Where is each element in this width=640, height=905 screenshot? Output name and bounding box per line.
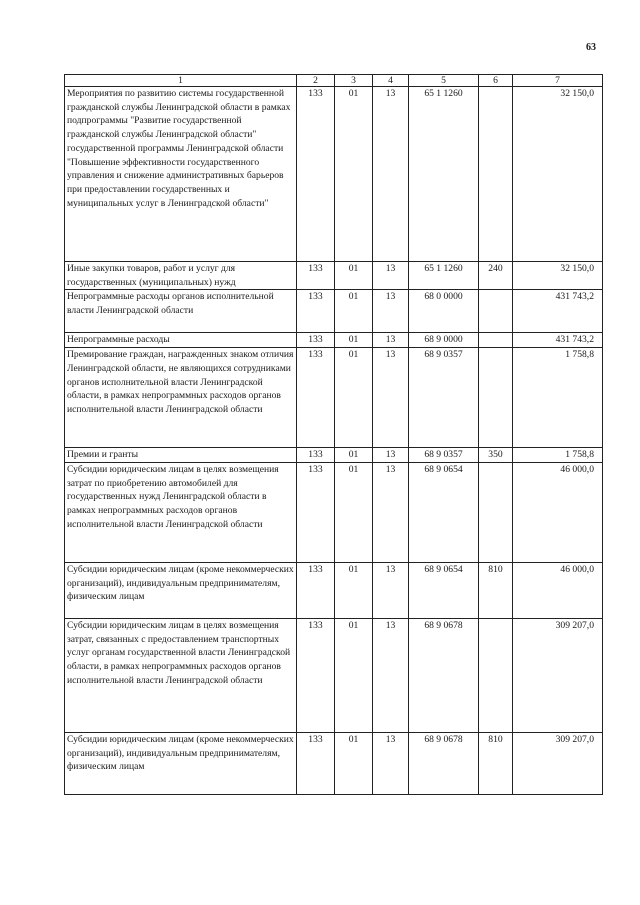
table-row [65,262,603,290]
cell-code: 133 [297,562,335,618]
cell-target-article: 68 9 0654 [409,562,479,618]
cell-amount: 1 758,8 [513,448,603,463]
cell-amount: 1 758,8 [513,348,603,448]
row-name: Премирование граждан, награжденных знаком отличия Ленинградской области, не являющихся сотрудниками органов исполнительной власти Ленинградской области, в рамках непрограммных расходов органов исполнительной власти Ленинградской области [65,348,297,448]
row-name: Субсидии юридическим лицам (кроме некоммерческих организаций), индивидуальным предпринимателям, физическим лицам [65,732,297,794]
cell-amount: 309 207,0 [513,732,603,794]
table-row [65,333,603,348]
cell-amount: 309 207,0 [513,618,603,732]
cell-section: 01 [335,462,373,562]
cell-target-article: 68 9 0357 [409,348,479,448]
cell-code: 133 [297,618,335,732]
cell-target-article: 68 9 0678 [409,618,479,732]
cell-expense-type [479,87,513,262]
table-row [65,290,603,333]
row-name: Непрограммные расходы органов исполнительной власти Ленинградской области [65,290,297,333]
row-name: Непрограммные расходы [65,333,297,348]
budget-table [64,74,603,795]
cell-code: 133 [297,262,335,290]
cell-expense-type [479,290,513,333]
row-name: Премии и гранты [65,448,297,463]
cell-subsection: 13 [373,87,409,262]
cell-expense-type: 810 [479,732,513,794]
cell-section: 01 [335,262,373,290]
row-name: Субсидии юридическим лицам в целях возмещения затрат по приобретению автомобилей для государственных нужд Ленинградской области в рамках непрограммных расходов органов исполнительной власти Ленинградской области [65,462,297,562]
column-header: 4 [373,75,409,87]
column-header: 3 [335,75,373,87]
cell-amount: 431 743,2 [513,290,603,333]
cell-amount: 431 743,2 [513,333,603,348]
column-header: 1 [65,75,297,87]
cell-subsection: 13 [373,462,409,562]
cell-expense-type: 810 [479,562,513,618]
cell-section: 01 [335,448,373,463]
column-header: 5 [409,75,479,87]
cell-subsection: 13 [373,618,409,732]
table-row [65,87,603,262]
cell-target-article: 65 1 1260 [409,262,479,290]
cell-expense-type [479,462,513,562]
cell-target-article: 68 9 0654 [409,462,479,562]
table-header-row [65,75,603,87]
cell-subsection: 13 [373,348,409,448]
table-row [65,462,603,562]
cell-target-article: 68 9 0678 [409,732,479,794]
row-name: Иные закупки товаров, работ и услуг для государственных (муниципальных) нужд [65,262,297,290]
cell-subsection: 13 [373,562,409,618]
cell-section: 01 [335,333,373,348]
cell-code: 133 [297,462,335,562]
table-row [65,732,603,794]
cell-code: 133 [297,348,335,448]
cell-target-article: 68 0 0000 [409,290,479,333]
cell-section: 01 [335,87,373,262]
cell-subsection: 13 [373,262,409,290]
cell-code: 133 [297,290,335,333]
cell-expense-type: 240 [479,262,513,290]
cell-expense-type: 350 [479,448,513,463]
page-number: 63 [586,42,596,53]
cell-section: 01 [335,618,373,732]
cell-section: 01 [335,348,373,448]
cell-expense-type [479,618,513,732]
cell-target-article: 65 1 1260 [409,87,479,262]
cell-subsection: 13 [373,732,409,794]
row-name: Субсидии юридическим лицам (кроме некоммерческих организаций), индивидуальным предпринимателям, физическим лицам [65,562,297,618]
table-row [65,618,603,732]
cell-section: 01 [335,732,373,794]
cell-code: 133 [297,333,335,348]
cell-amount: 46 000,0 [513,562,603,618]
cell-target-article: 68 9 0000 [409,333,479,348]
table-row [65,562,603,618]
table-row [65,348,603,448]
cell-code: 133 [297,87,335,262]
row-name: Мероприятия по развитию системы государственной гражданской службы Ленинградской области в рамках подпрограммы "Развитие государственной гражданской службы Ленинградской области" государственной программы Ленинградской области "Повышение эффективности государственного управления и снижение административных барьеров при предоставлении государственных и муниципальных услуг в Ленинградской области" [65,87,297,262]
cell-target-article: 68 9 0357 [409,448,479,463]
column-header: 7 [513,75,603,87]
column-header: 2 [297,75,335,87]
cell-amount: 46 000,0 [513,462,603,562]
cell-expense-type [479,333,513,348]
table-row [65,448,603,463]
cell-code: 133 [297,732,335,794]
cell-subsection: 13 [373,333,409,348]
cell-subsection: 13 [373,290,409,333]
cell-section: 01 [335,290,373,333]
row-name: Субсидии юридическим лицам в целях возмещения затрат, связанных с предоставлением транспортных услуг органам государственной власти Ленинградской области, в рамках непрограммных расходов органов исполнительной власти Ленинградской области [65,618,297,732]
cell-amount: 32 150,0 [513,262,603,290]
cell-amount: 32 150,0 [513,87,603,262]
column-header: 6 [479,75,513,87]
cell-subsection: 13 [373,448,409,463]
cell-section: 01 [335,562,373,618]
cell-code: 133 [297,448,335,463]
cell-expense-type [479,348,513,448]
